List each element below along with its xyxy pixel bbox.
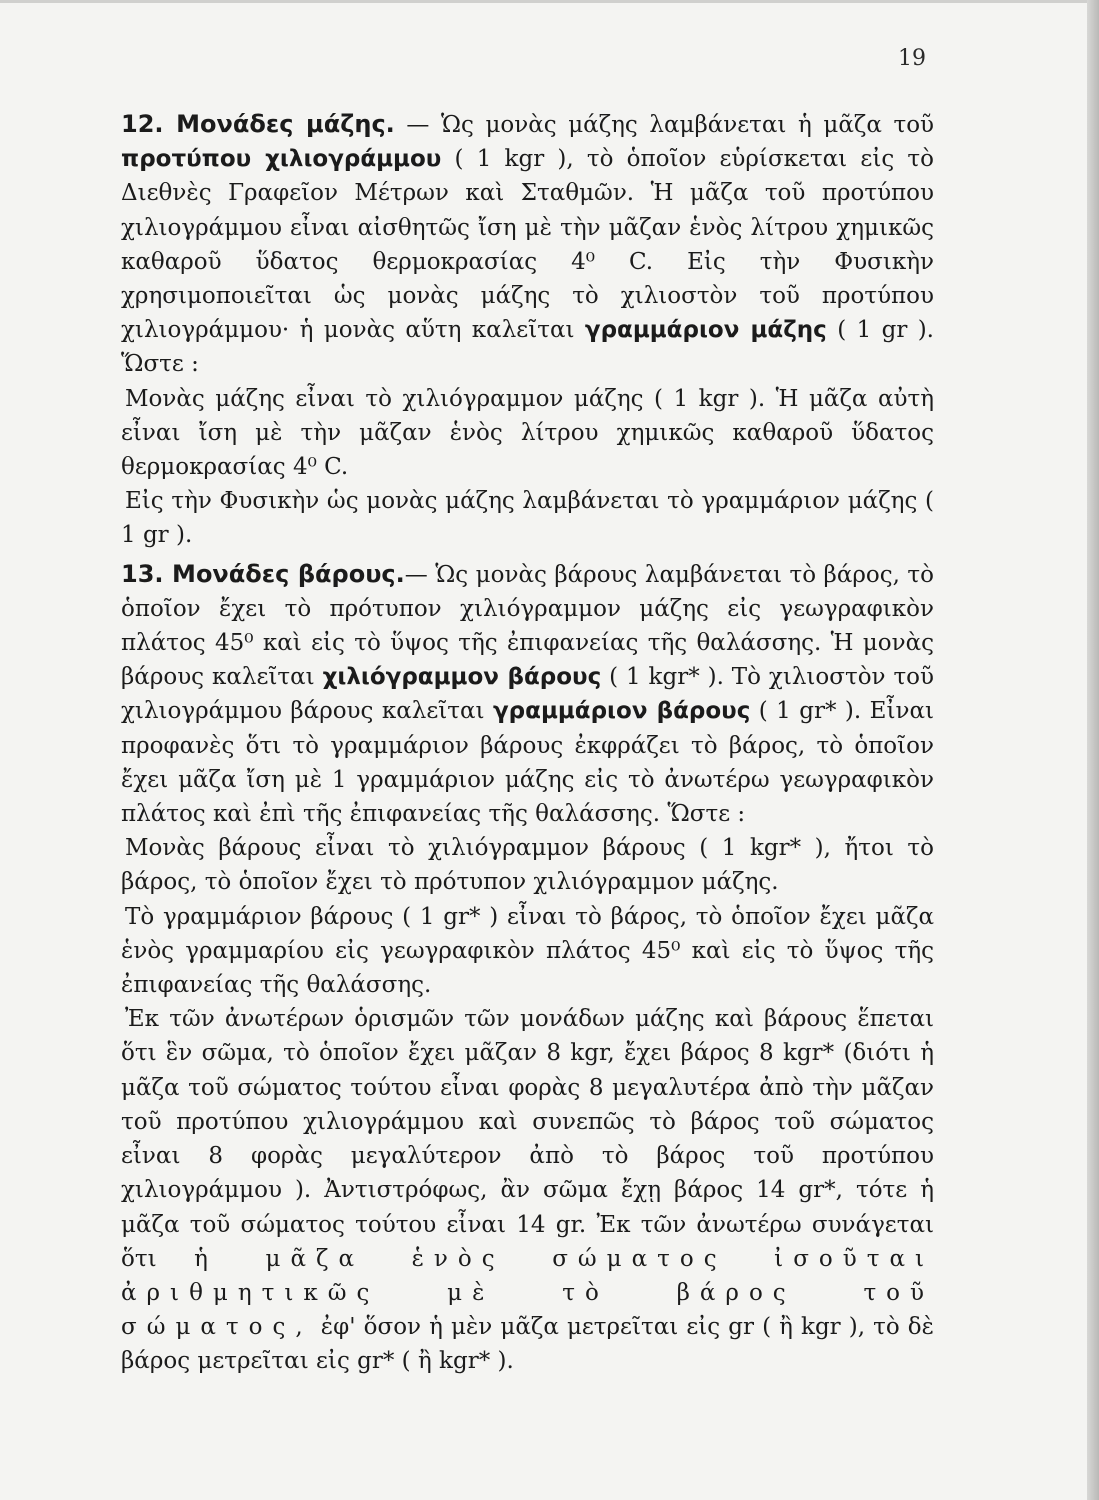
section-12-paragraph — [121, 107, 934, 382]
section-12-line2-post: ( 1 kgr ), τὸ ὁποῖον εὑρίσκεται εἰς τὸ — [441, 146, 934, 173]
section-13-body-c: ( 1 gr* ). Εἶναι προφανὲς ὅτι τὸ γραμμάριον βάρους ἐκφράζει τὸ βάρος, τὸ ὁποῖον ἔχει μᾶζα ἴση μὲ 1 γραμμάριον μάζης εἰς τὸ ἀνωτέρω γεωγραφικὸν πλάτος καὶ ἐπὶ τῆς ἐπιφανείας τῆς θαλάσσης. Ὥστε : — [121, 698, 934, 828]
term-gram-mass: γραμμάριον μάζης — [584, 317, 827, 344]
section-13-body-b: ( 1 kgr* ). Τὸ χιλιοστὸν τοῦ χιλιογράμμου βάρους καλεῖται — [121, 664, 934, 725]
section-13-paragraph — [121, 557, 934, 832]
page-content — [121, 107, 934, 1379]
term-gram-weight: γραμμάριον βάρους — [493, 698, 751, 725]
section-12-line2-pre: τοῦ — [893, 112, 935, 138]
section-13-body-a: — Ὡς μονὰς βάρους λαμβάνεται τὸ βάρος, τὸ ὁποῖον ἔχει τὸ πρότυπον χιλιόγραμμον μάζης εἰς γεωγραφικὸν πλάτος 45⁰ καὶ εἰς τὸ ὕψος τῆς ἐπιφανείας τῆς θαλάσσης. Ἡ μονὰς βάρους καλεῖται — [121, 561, 934, 691]
section-12-intro: — Ὡς μονὰς μάζης λαμβάνεται ἡ μᾶζα — [394, 112, 882, 138]
section-12-heading: 12. Μονάδες μάζης. — [121, 110, 395, 138]
term-kilogram-weight: χιλιόγραμμον βάρους — [322, 664, 602, 691]
section-12-definition-2: Εἰς τὴν Φυσικὴν ὡς μονὰς μάζης λαμβάνεται τὸ γραμμάριον μάζης ( 1 gr ). — [121, 488, 934, 549]
page-top-edge — [0, 0, 1099, 3]
page-right-edge — [1087, 0, 1099, 1500]
section-13-definition-2: Τὸ γραμμάριον βάρους ( 1 gr* ) εἶναι τὸ βάρος, τὸ ὁποῖον ἔχει μᾶζα ἑνὸς γραμμαρίου εἰς γεωγραφικὸν πλάτος 45⁰ καὶ εἰς τὸ ὕψος τῆς ἐπιφανείας τῆς θαλάσσης. — [121, 903, 934, 999]
section-13-conclusion — [121, 1002, 934, 1378]
section-13-conclusion-b: ἐφ' ὅσον ἡ μὲν μᾶζα μετρεῖται εἰς gr ( ἢ kgr ), τὸ δὲ βάρος μετρεῖται εἰς gr* ( ἢ kgr* ). — [121, 1314, 934, 1375]
section-12-body-b: ( 1 gr ). Ὥστε : — [121, 317, 934, 378]
section-13-heading: 13. Μονάδες βάρους. — [121, 559, 405, 588]
section-12-body-a: Διεθνὲς Γραφεῖον Μέτρων καὶ Σταθμῶν. Ἡ μᾶζα τοῦ προτύπου χιλιογράμμου εἶναι αἰσθητῶς ἴση μὲ τὴν μᾶζαν ἑνὸς λίτρου χημικῶς καθαροῦ ὕδατος θερμοκρασίας 4⁰ C. Εἰς τὴν Φυσικὴν χρησιμοποιεῖται ὡς μονὰς μάζης τὸ χιλιοστὸν τοῦ προτύπου χιλιογράμμου· ἡ μονὰς αὕτη καλεῖται — [121, 180, 934, 344]
section-12-definition-1: Μονὰς μάζης εἶναι τὸ χιλιόγραμμον μάζης ( 1 kgr ). Ἡ μᾶζα αὐτὴ εἶναι ἴση μὲ τὴν μᾶζαν ἑνὸς λίτρου χημικῶς καθαροῦ ὕδατος θερμοκρασίας 4⁰ C. — [121, 385, 934, 481]
section-13-conclusion-emphasis: ἡ μᾶζα ἑνὸς σώματος ἰσοῦται ἀριθμητικῶς μὲ τὸ βάρος τοῦ σώματος, — [121, 1245, 934, 1341]
section-13-conclusion-a: Ἐκ τῶν ἀνωτέρων ὁρισμῶν τῶν μονάδων μάζης καὶ βάρους ἕπεται ὅτι ἓν σῶμα, τὸ ὁποῖον ἔχει μᾶζαν 8 kgr, ἔχει βάρος 8 kgr* (διότι ἡ μᾶζα τοῦ σώματος τούτου εἶναι φορὰς 8 μεγαλυτέρα ἀπὸ τὴν μᾶζαν τοῦ προτύπου χιλιογράμμου καὶ συνεπῶς τὸ βάρος τοῦ σώματος εἶναι 8 φορὰς μεγαλύτερον ἀπὸ τὸ βάρος τοῦ προτύπου χιλιογράμμου ). Ἀντιστρόφως, ἂν σῶμα ἔχῃ βάρος 14 gr*, τότε ἡ μᾶζα τοῦ σώματος τούτου εἶναι 14 gr. Ἐκ τῶν ἀνωτέρω συνάγεται ὅτι — [121, 1006, 934, 1272]
page-number: 19 — [898, 46, 926, 71]
section-13-definition-1: Μονὰς βάρους εἶναι τὸ χιλιόγραμμον βάρους ( 1 kgr* ), ἤτοι τὸ βάρος, τὸ ὁποῖον ἔχει τὸ πρότυπον χιλιόγραμμον μάζης. — [121, 835, 934, 896]
term-prototype-kilogram: προτύπου χιλιογράμμου — [121, 146, 442, 173]
